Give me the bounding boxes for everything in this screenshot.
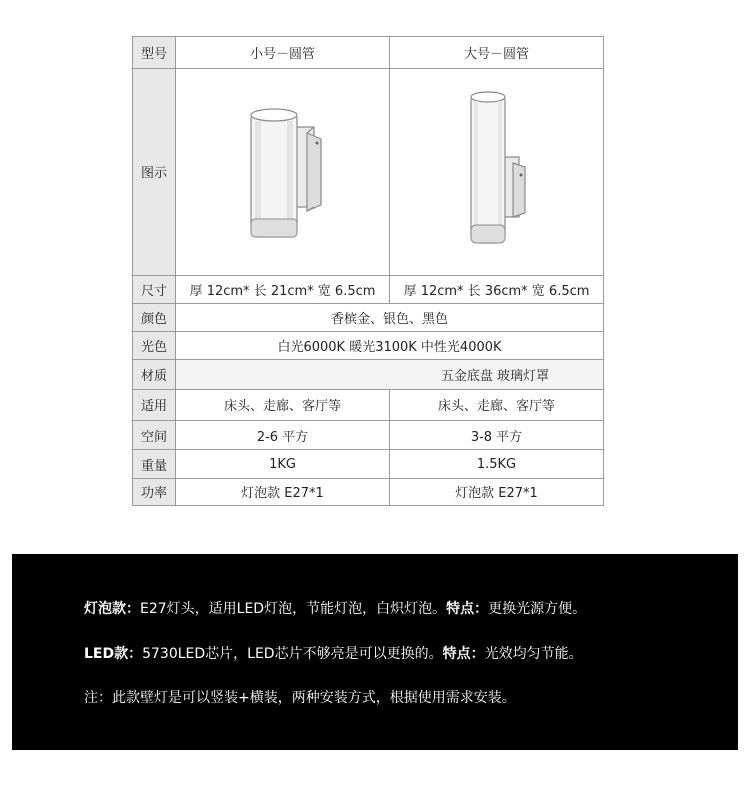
row-color — [133, 303, 604, 331]
power-large: 灯泡款 E27*1 — [390, 478, 604, 505]
label-space: 空间 — [133, 421, 176, 450]
note-led — [84, 643, 583, 663]
notes-panel — [12, 554, 738, 750]
note-bulb-text: E27灯头，适用LED灯泡，节能灯泡，白炽灯泡。 — [140, 601, 447, 617]
note-led-text: 5730LED芯片，LED芯片不够亮是可以更换的。 — [142, 646, 443, 662]
label-light-color: 光色 — [133, 332, 176, 360]
label-weight: 重量 — [133, 450, 176, 478]
weight-large: 1.5KG — [390, 450, 604, 478]
space-small: 2-6 平方 — [176, 421, 390, 450]
usage-large: 床头、走廊、客厅等 — [390, 389, 604, 420]
large-lamp-image — [437, 87, 557, 257]
row-weight — [133, 450, 604, 478]
row-size — [133, 275, 604, 303]
row-image — [133, 69, 604, 275]
note-install — [84, 687, 516, 707]
size-small: 厚 12cm* 长 21cm* 宽 6.5cm — [176, 275, 390, 303]
small-lamp-image — [223, 97, 343, 247]
size-large: 厚 12cm* 长 36cm* 宽 6.5cm — [390, 275, 604, 303]
image-large-cell — [390, 69, 604, 275]
label-usage: 适用 — [133, 389, 176, 420]
usage-small: 床头、走廊、客厅等 — [176, 389, 390, 420]
label-model: 型号 — [133, 37, 176, 69]
light-color-value: 白光6000K 暖光3100K 中性光4000K — [176, 332, 604, 360]
row-power — [133, 478, 604, 505]
note-led-feature-title: 特点： — [442, 646, 485, 662]
label-size: 尺寸 — [133, 275, 176, 303]
label-image: 图示 — [133, 69, 176, 275]
row-material — [133, 360, 604, 389]
material-value: 五金底盘 玻璃灯罩 — [176, 360, 604, 389]
label-material: 材质 — [133, 360, 176, 389]
image-small-cell — [176, 69, 390, 275]
color-value: 香槟金、银色、黑色 — [176, 303, 604, 331]
note-bulb-feature-text: 更换光源方便。 — [488, 601, 587, 617]
power-small: 灯泡款 E27*1 — [176, 478, 390, 505]
row-model — [133, 37, 604, 69]
note-bulb-title: 灯泡款： — [84, 601, 140, 617]
note-install-text: 注：此款壁灯是可以竖装+横装，两种安装方式，根据使用需求安装。 — [84, 690, 516, 706]
spec-table — [132, 36, 604, 506]
note-led-feature-text: 光效均匀节能。 — [484, 646, 583, 662]
row-light-color — [133, 332, 604, 360]
label-color: 颜色 — [133, 303, 176, 331]
note-bulb — [84, 598, 586, 618]
row-space — [133, 421, 604, 450]
weight-small: 1KG — [176, 450, 390, 478]
note-led-title: LED款： — [84, 646, 143, 662]
note-bulb-feature-title: 特点： — [446, 601, 489, 617]
label-power: 功率 — [133, 478, 176, 505]
space-large: 3-8 平方 — [390, 421, 604, 450]
header-small: 小号－圆管 — [176, 37, 390, 69]
header-large: 大号－圆管 — [390, 37, 604, 69]
row-usage — [133, 389, 604, 420]
